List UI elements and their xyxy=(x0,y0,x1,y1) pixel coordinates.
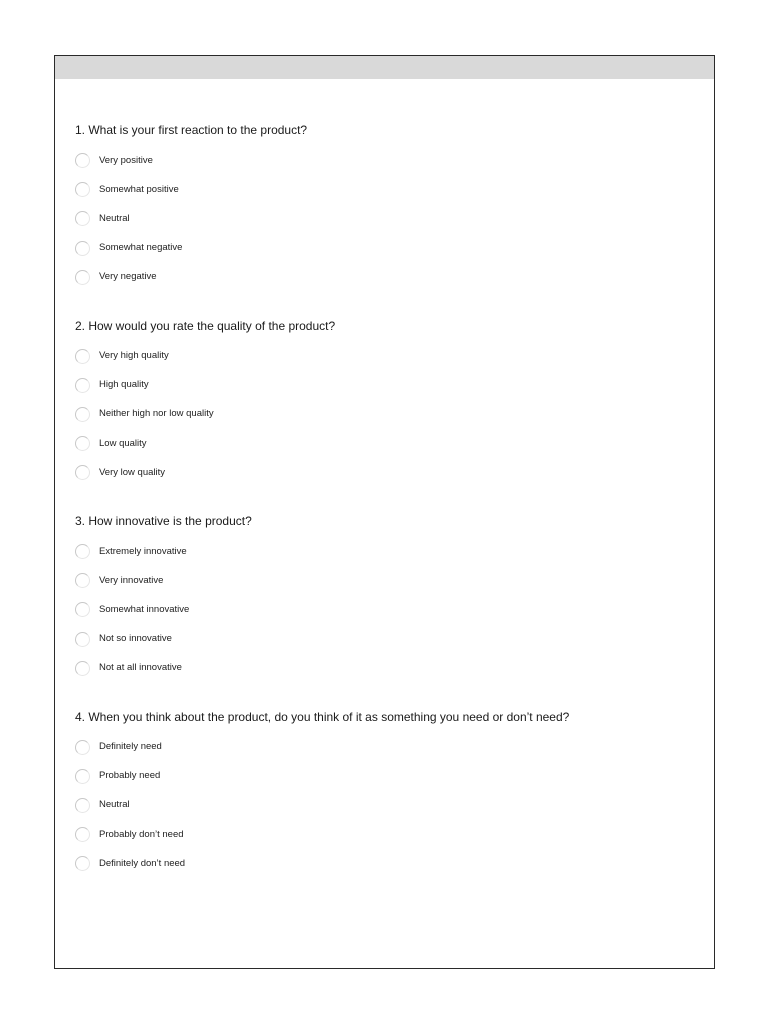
question-4-option-1[interactable] xyxy=(75,733,695,762)
radio-button[interactable] xyxy=(75,407,90,422)
question-1-option-1[interactable] xyxy=(75,146,695,175)
question-4-text: 4. When you think about the product, do you think of it as something you need or don’t need? xyxy=(75,709,570,724)
question-3 xyxy=(75,514,695,710)
radio-button[interactable] xyxy=(75,436,90,451)
question-1-option-5[interactable] xyxy=(75,263,695,292)
option-label: Probably need xyxy=(99,770,161,782)
header-bar xyxy=(55,56,714,79)
option-label: Low quality xyxy=(99,437,147,449)
radio-button[interactable] xyxy=(75,602,90,617)
option-label: Extremely innovative xyxy=(99,545,187,557)
option-label: Neutral xyxy=(99,212,130,224)
radio-button[interactable] xyxy=(75,573,90,588)
question-list xyxy=(75,123,695,905)
radio-button[interactable] xyxy=(75,740,90,755)
question-1-option-4[interactable] xyxy=(75,234,695,263)
radio-button[interactable] xyxy=(75,856,90,871)
question-2 xyxy=(75,319,695,515)
question-3-option-1[interactable] xyxy=(75,537,695,566)
radio-button[interactable] xyxy=(75,661,90,676)
option-label: Probably don’t need xyxy=(99,828,184,840)
radio-button[interactable] xyxy=(75,465,90,480)
question-4-option-5[interactable] xyxy=(75,849,695,878)
radio-button[interactable] xyxy=(75,211,90,226)
question-4-option-4[interactable] xyxy=(75,820,695,849)
radio-button[interactable] xyxy=(75,827,90,842)
question-3-option-2[interactable] xyxy=(75,566,695,595)
option-label: Definitely don’t need xyxy=(99,857,186,869)
question-4 xyxy=(75,710,695,906)
option-label: High quality xyxy=(99,379,149,391)
radio-button[interactable] xyxy=(75,378,90,393)
question-2-option-2[interactable] xyxy=(75,371,695,400)
option-label: Not at all innovative xyxy=(99,662,182,674)
question-2-option-4[interactable] xyxy=(75,429,695,458)
question-1 xyxy=(75,123,695,319)
question-3-option-3[interactable] xyxy=(75,595,695,624)
radio-button[interactable] xyxy=(75,769,90,784)
question-4-option-2[interactable] xyxy=(75,762,695,791)
option-label: Neutral xyxy=(99,799,130,811)
question-1-text: 1. What is your first reaction to the product? xyxy=(75,123,308,137)
question-3-text: 3. How innovative is the product? xyxy=(75,514,252,528)
question-1-option-3[interactable] xyxy=(75,204,695,233)
question-2-option-3[interactable] xyxy=(75,400,695,429)
option-label: Somewhat positive xyxy=(99,183,179,195)
question-3-option-4[interactable] xyxy=(75,625,695,654)
option-label: Neither high nor low quality xyxy=(99,408,214,420)
survey-page xyxy=(54,55,715,969)
question-4-option-3[interactable] xyxy=(75,791,695,820)
option-label: Very positive xyxy=(99,154,153,166)
option-label: Somewhat negative xyxy=(99,242,183,254)
question-2-option-5[interactable] xyxy=(75,458,695,487)
question-3-option-5[interactable] xyxy=(75,654,695,683)
radio-button[interactable] xyxy=(75,153,90,168)
radio-button[interactable] xyxy=(75,632,90,647)
radio-button[interactable] xyxy=(75,241,90,256)
radio-button[interactable] xyxy=(75,349,90,364)
radio-button[interactable] xyxy=(75,270,90,285)
radio-button[interactable] xyxy=(75,798,90,813)
option-label: Definitely need xyxy=(99,741,162,753)
option-label: Somewhat innovative xyxy=(99,603,190,615)
option-label: Very low quality xyxy=(99,466,166,478)
option-label: Very high quality xyxy=(99,350,169,362)
question-1-option-2[interactable] xyxy=(75,175,695,204)
option-label: Very innovative xyxy=(99,574,164,586)
option-label: Not so innovative xyxy=(99,633,172,645)
radio-button[interactable] xyxy=(75,544,90,559)
option-label: Very negative xyxy=(99,271,157,283)
question-2-option-1[interactable] xyxy=(75,342,695,371)
question-2-text: 2. How would you rate the quality of the product? xyxy=(75,318,336,333)
radio-button[interactable] xyxy=(75,182,90,197)
